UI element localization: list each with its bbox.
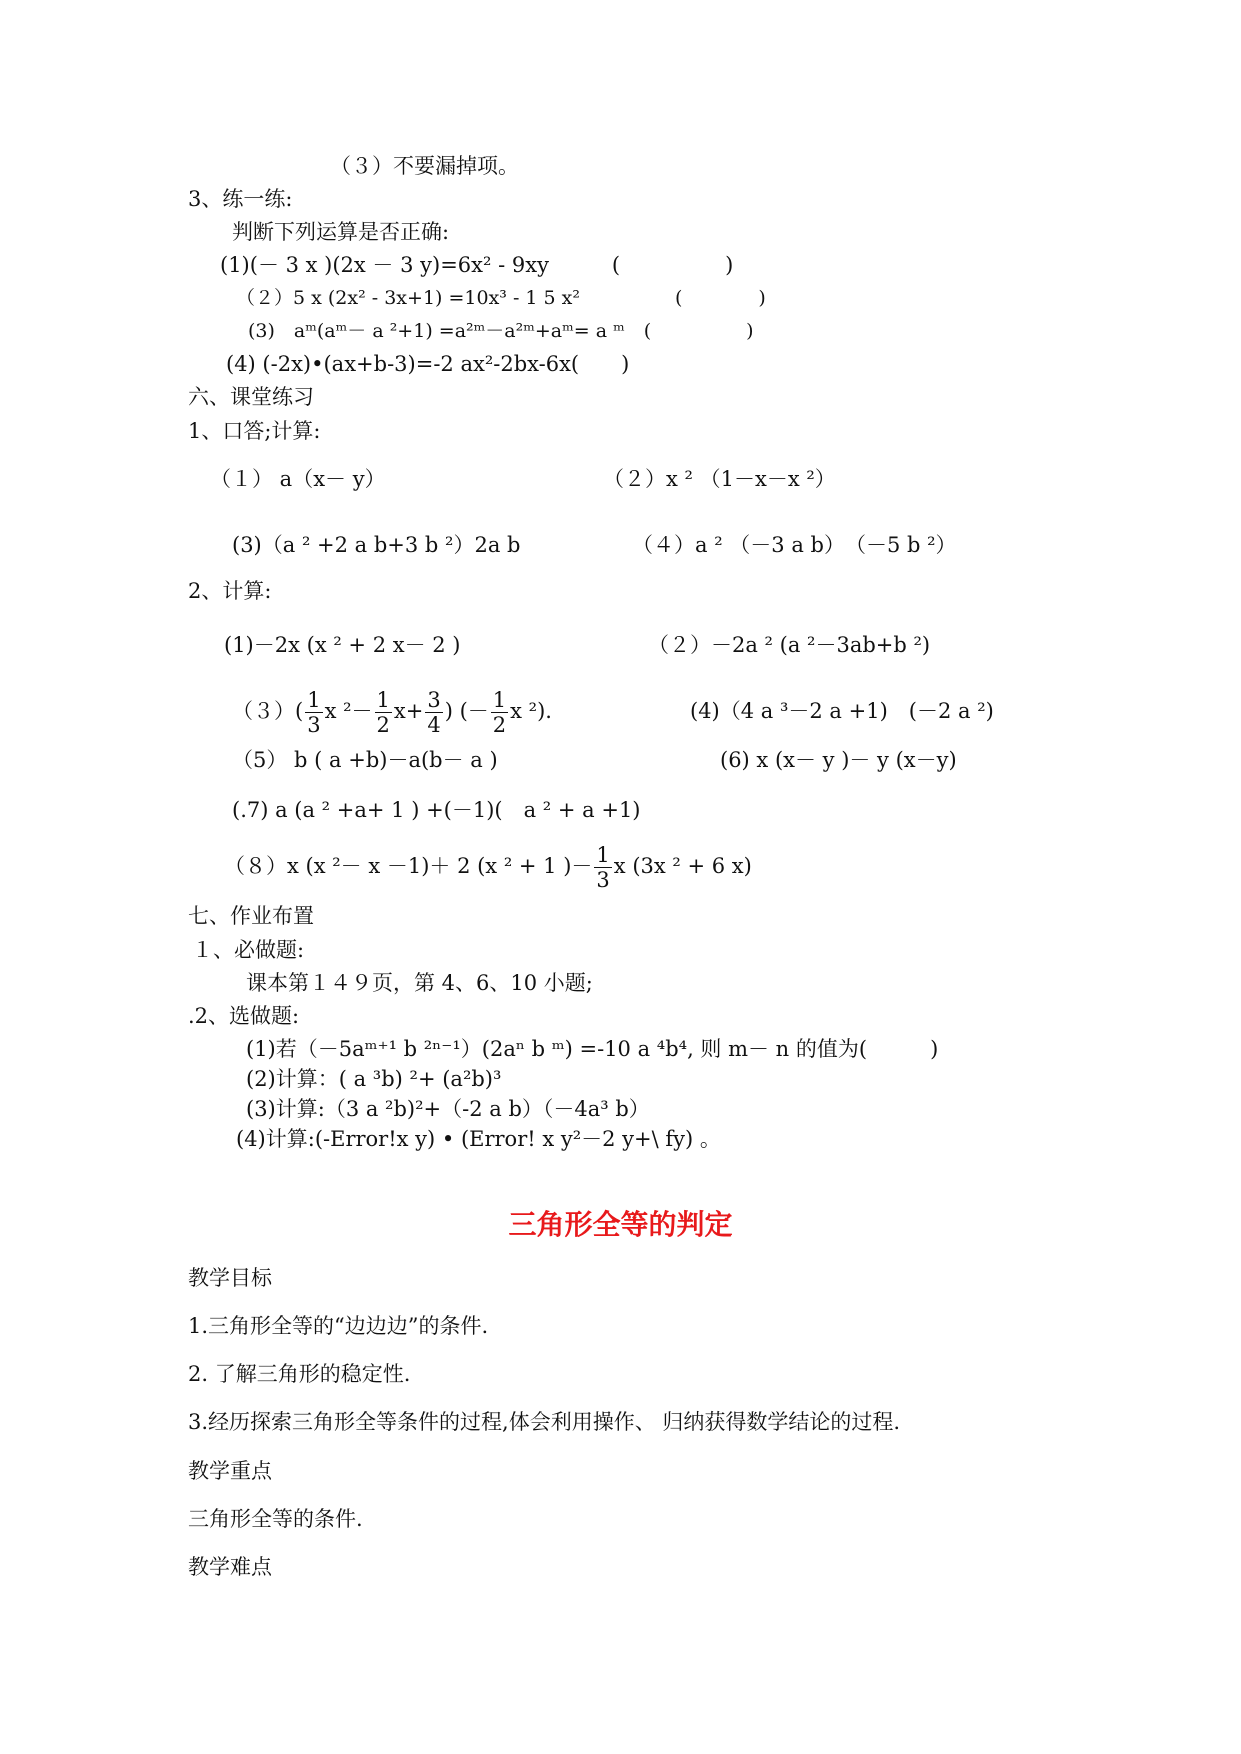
optional-1: (1)若（－5aᵐ⁺¹ b ²ⁿ⁻¹）(2aⁿ b ᵐ) =-10 a ⁴b⁴, 则 m－ n 的值为( ) <box>246 1037 939 1061</box>
calc-3-x2: x ²－ <box>324 699 373 723</box>
line-item-3: （３）不要漏掉项。 <box>330 154 519 178</box>
section-title: 三角形全等的判定 <box>508 1208 733 1241</box>
calc-6: (6) x (x－ y )－ y (x－y) <box>720 748 957 772</box>
calc-3-mid: ) (－ <box>444 699 489 723</box>
required-text: 课本第１４９页，第 4、6、10 小题; <box>246 971 593 995</box>
goal-3: 3.经历探索三角形全等条件的过程,体会利用操作、 归纳获得数学结论的过程. <box>188 1410 901 1434</box>
judge-prompt: 判断下列运算是否正确: <box>232 220 450 244</box>
optional-3: (3)计算:（3 a ²b)²+（-2 a b）（－4a³ b） <box>246 1097 650 1121</box>
judge-2: （２）5 x (2x² - 3x+1) =10x³ - 1 5 x² ( ) <box>236 287 766 309</box>
goal-2: 2. 了解三角形的稳定性. <box>188 1362 411 1386</box>
judge-1: (1)(－ 3 x )(2x － 3 y)=6x² - 9xy ( ) <box>220 253 734 277</box>
fraction-one-half-b: $\frac{1}{2}$ <box>492 688 507 737</box>
calc-3-end: x ²). <box>510 699 552 723</box>
calc-3-x: x+ <box>393 699 424 723</box>
oral-2: （２）x ² （1－x－x ²） <box>603 467 836 491</box>
required-heading: １、必做题: <box>192 938 305 962</box>
calc-2: （２）－2a ² (a ²－3ab+b ²) <box>648 633 931 657</box>
calc-heading: 2、计算: <box>188 579 272 603</box>
oral-3: (3)（a ² +2 a b+3 b ²）2a b <box>232 533 521 557</box>
oral-1: （１） a（x－ y） <box>210 467 386 491</box>
oral-heading: 1、口答;计算: <box>188 419 321 443</box>
optional-2: (2)计算：( a ³b) ²+ (a²b)³ <box>246 1067 502 1091</box>
calc-7: (.7) a (a ² +a+ 1 ) +(－1)( a ² + a +1) <box>232 798 641 822</box>
calc-8-right: x (3x ² + 6 x) <box>613 854 752 878</box>
judge-3: (3) aᵐ(aᵐ－ a ²+1) =a²ᵐ－a²ᵐ+aᵐ= a ᵐ ( ) <box>248 320 754 342</box>
section-7-heading: 七、作业布置 <box>188 904 314 928</box>
calc-5: （5） b ( a +b)－a(b－ a ) <box>232 748 498 772</box>
teaching-goals-heading: 教学目标 <box>188 1266 272 1290</box>
fraction-one-third-b: $\frac{1}{3}$ <box>596 843 610 892</box>
calc-4: (4)（4 a ³－2 a +1) (－2 a ²) <box>690 699 994 723</box>
calc-1: (1)－2x (x ² + 2 x－ 2 ) <box>224 633 461 657</box>
fraction-one-half: $\frac{1}{2}$ <box>376 688 390 737</box>
optional-heading: .2、选做题: <box>188 1004 300 1028</box>
calc-8-left: （８）x (x ²－ x －1)＋ 2 (x ² + 1 )－ <box>224 854 593 878</box>
section-6-heading: 六、课堂练习 <box>188 385 314 409</box>
teaching-difficulty-heading: 教学难点 <box>188 1555 272 1579</box>
teaching-focus-heading: 教学重点 <box>188 1459 272 1483</box>
goal-1: 1.三角形全等的“边边边”的条件. <box>188 1314 489 1338</box>
calc-3 <box>232 683 552 739</box>
fraction-three-quarters: $\frac{3}{4}$ <box>427 688 441 737</box>
judge-4: (4) (-2x)•(ax+b-3)=-2 ax²-2bx-6x( ) <box>226 352 630 376</box>
fraction-one-third: $\frac{1}{3}$ <box>307 688 321 737</box>
practice-heading: 3、练一练: <box>188 187 293 211</box>
calc-8 <box>224 838 752 894</box>
oral-4: （４）a ² （－3 a b） （－5 b ²） <box>632 533 957 557</box>
calc-3-open: （３）( <box>232 699 304 723</box>
optional-4: (4)计算:(-Error!x y) • (Error! x y²－2 y+\ fy) 。 <box>236 1127 721 1151</box>
teaching-focus-text: 三角形全等的条件. <box>188 1507 363 1531</box>
